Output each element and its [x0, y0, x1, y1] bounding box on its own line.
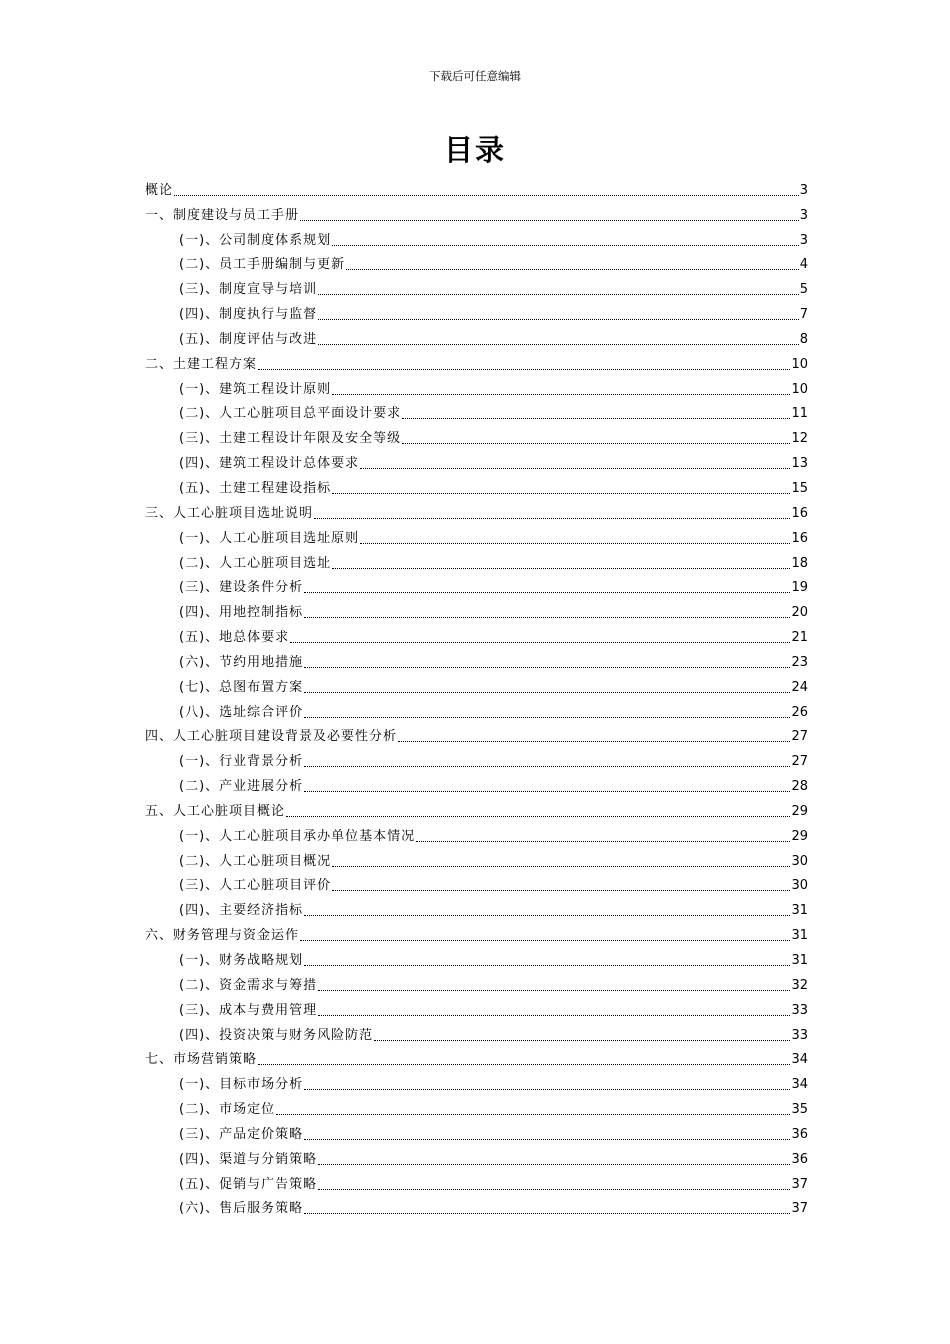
toc-entry-label: (四)、主要经济指标: [179, 903, 304, 919]
toc-dot-leader: [304, 766, 790, 767]
toc-dot-leader: [332, 394, 790, 395]
toc-dot-leader: [258, 1064, 790, 1065]
toc-entry[interactable]: [145, 845, 808, 870]
toc-entry-page-number: 34: [791, 1052, 808, 1068]
toc-dot-leader: [304, 717, 790, 718]
toc-dot-leader: [304, 915, 790, 916]
toc-dot-leader: [314, 518, 790, 519]
toc-entry-page-number: 7: [799, 307, 808, 323]
toc-entry-label: (二)、资金需求与筹措: [179, 977, 318, 993]
toc-entry[interactable]: [145, 1019, 808, 1044]
toc-entry[interactable]: [145, 770, 808, 795]
toc-dot-leader: [398, 741, 790, 742]
toc-entry-label: (四)、渠道与分销策略: [179, 1151, 318, 1167]
toc-entry[interactable]: [145, 174, 808, 199]
toc-entry-label: (六)、售后服务策略: [179, 1201, 304, 1217]
toc-entry-label: (三)、成本与费用管理: [179, 1002, 318, 1018]
toc-entry-label: (二)、产业进展分析: [179, 779, 304, 795]
toc-entry[interactable]: [145, 373, 808, 398]
toc-entry[interactable]: [145, 1068, 808, 1093]
toc-entry[interactable]: [145, 348, 808, 373]
toc-entry[interactable]: [145, 273, 808, 298]
toc-entry-page-number: 32: [791, 977, 808, 993]
toc-dot-leader: [318, 990, 790, 991]
toc-entry-label: (三)、产品定价策略: [179, 1126, 304, 1142]
toc-entry[interactable]: [145, 224, 808, 249]
toc-entry-page-number: 10: [791, 356, 808, 372]
toc-entry-label: (四)、用地控制指标: [179, 605, 304, 621]
toc-dot-leader: [332, 866, 790, 867]
toc-entry-label: (三)、制度宣导与培训: [179, 282, 318, 298]
toc-dot-leader: [346, 269, 799, 270]
toc-entry-label: 六、财务管理与资金运作: [145, 928, 300, 944]
toc-entry-label: 三、人工心脏项目选址说明: [145, 505, 314, 521]
toc-entry-page-number: 5: [799, 282, 808, 298]
toc-entry-page-number: 33: [791, 1002, 808, 1018]
toc-entry-label: (八)、选址综合评价: [179, 704, 304, 720]
toc-entry[interactable]: [145, 1193, 808, 1218]
toc-entry-page-number: 29: [791, 803, 808, 819]
toc-entry-page-number: 3: [799, 207, 808, 223]
toc-entry-label: (五)、地总体要求: [179, 630, 290, 646]
toc-dot-leader: [332, 245, 799, 246]
toc-entry[interactable]: [145, 1168, 808, 1193]
toc-dot-leader: [318, 1015, 790, 1016]
toc-entry-label: 五、人工心脏项目概论: [145, 803, 286, 819]
toc-dot-leader: [318, 294, 799, 295]
toc-entry-label: (一)、公司制度体系规划: [179, 232, 332, 248]
toc-entry[interactable]: [145, 1044, 808, 1069]
toc-dot-leader: [304, 965, 790, 966]
toc-entry-page-number: 10: [791, 381, 808, 397]
toc-dot-leader: [276, 1114, 790, 1115]
toc-entry[interactable]: [145, 870, 808, 895]
toc-entry-page-number: 29: [791, 828, 808, 844]
toc-entry[interactable]: [145, 398, 808, 423]
table-of-contents: [145, 174, 808, 1217]
toc-dot-leader: [304, 1089, 790, 1090]
toc-entry-label: (二)、人工心脏项目选址: [179, 555, 332, 571]
toc-dot-leader: [360, 468, 790, 469]
toc-entry[interactable]: [145, 472, 808, 497]
toc-dot-leader: [318, 319, 799, 320]
toc-entry[interactable]: [145, 1143, 808, 1168]
toc-entry-page-number: 34: [791, 1077, 808, 1093]
toc-entry-page-number: 27: [791, 729, 808, 745]
toc-entry[interactable]: [145, 671, 808, 696]
toc-entry[interactable]: [145, 249, 808, 274]
toc-dot-leader: [318, 1189, 790, 1190]
toc-entry-label: (三)、土建工程设计年限及安全等级: [179, 431, 402, 447]
toc-entry-page-number: 28: [791, 779, 808, 795]
toc-entry-label: (二)、市场定位: [179, 1102, 276, 1118]
toc-entry-page-number: 31: [791, 903, 808, 919]
toc-dot-leader: [304, 592, 790, 593]
toc-entry-label: 四、人工心脏项目建设背景及必要性分析: [145, 729, 398, 745]
toc-entry[interactable]: [145, 820, 808, 845]
toc-entry-label: (二)、人工心脏项目概况: [179, 853, 332, 869]
toc-dot-leader: [304, 667, 790, 668]
toc-dot-leader: [286, 816, 790, 817]
toc-entry-label: 一、制度建设与员工手册: [145, 207, 300, 223]
toc-dot-leader: [290, 642, 790, 643]
toc-entry[interactable]: [145, 497, 808, 522]
toc-entry[interactable]: [145, 646, 808, 671]
toc-entry-label: (三)、建设条件分析: [179, 580, 304, 596]
toc-entry-label: (一)、人工心脏项目承办单位基本情况: [179, 828, 416, 844]
toc-dot-leader: [304, 791, 790, 792]
toc-entry-page-number: 24: [791, 679, 808, 695]
toc-entry-page-number: 23: [791, 654, 808, 670]
toc-dot-leader: [300, 220, 799, 221]
toc-entry[interactable]: [145, 596, 808, 621]
toc-dot-leader: [304, 692, 790, 693]
toc-entry[interactable]: [145, 522, 808, 547]
toc-entry-page-number: 12: [791, 431, 808, 447]
toc-dot-leader: [402, 443, 790, 444]
toc-entry-label: (五)、制度评估与改进: [179, 331, 318, 347]
toc-entry-label: (二)、人工心脏项目总平面设计要求: [179, 406, 402, 422]
toc-dot-leader: [304, 617, 790, 618]
toc-entry-label: (一)、行业背景分析: [179, 754, 304, 770]
toc-dot-leader: [304, 1139, 790, 1140]
toc-entry-page-number: 26: [791, 704, 808, 720]
toc-entry[interactable]: [145, 1118, 808, 1143]
toc-entry[interactable]: [145, 422, 808, 447]
toc-entry-label: 二、土建工程方案: [145, 356, 258, 372]
toc-entry[interactable]: [145, 572, 808, 597]
toc-entry[interactable]: [145, 894, 808, 919]
toc-entry-page-number: 19: [791, 580, 808, 596]
toc-entry-label: 七、市场营销策略: [145, 1052, 258, 1068]
toc-dot-leader: [318, 1164, 790, 1165]
toc-entry-label: (一)、人工心脏项目选址原则: [179, 530, 360, 546]
toc-entry-page-number: 31: [791, 928, 808, 944]
toc-dot-leader: [304, 1213, 790, 1214]
toc-entry[interactable]: [145, 323, 808, 348]
toc-entry-page-number: 16: [791, 530, 808, 546]
toc-entry-page-number: 36: [791, 1151, 808, 1167]
toc-entry-page-number: 3: [799, 232, 808, 248]
toc-dot-leader: [174, 195, 799, 196]
toc-entry-label: (三)、人工心脏项目评价: [179, 878, 332, 894]
toc-title: 目录: [443, 133, 506, 167]
toc-entry[interactable]: [145, 919, 808, 944]
toc-entry-page-number: 11: [791, 406, 808, 422]
toc-entry[interactable]: [145, 795, 808, 820]
toc-dot-leader: [332, 568, 790, 569]
toc-entry-label: (五)、促销与广告策略: [179, 1176, 318, 1192]
toc-entry-page-number: 30: [791, 853, 808, 869]
toc-entry-page-number: 37: [791, 1176, 808, 1192]
toc-dot-leader: [360, 543, 790, 544]
toc-entry[interactable]: [145, 447, 808, 472]
toc-entry-page-number: 16: [791, 505, 808, 521]
toc-entry-label: (四)、制度执行与监督: [179, 307, 318, 323]
toc-entry-page-number: 15: [791, 480, 808, 496]
toc-entry-label: (五)、土建工程建设指标: [179, 480, 332, 496]
toc-entry-label: (四)、建筑工程设计总体要求: [179, 456, 360, 472]
toc-entry[interactable]: [145, 994, 808, 1019]
toc-dot-leader: [258, 369, 790, 370]
toc-entry-page-number: 21: [791, 630, 808, 646]
toc-dot-leader: [402, 418, 790, 419]
toc-dot-leader: [374, 1040, 790, 1041]
toc-entry-page-number: 27: [791, 754, 808, 770]
toc-entry-label: (七)、总图布置方案: [179, 679, 304, 695]
toc-entry-label: (一)、财务战略规划: [179, 953, 304, 968]
toc-entry-page-number: 8: [799, 331, 808, 347]
toc-entry-label: (一)、建筑工程设计原则: [179, 381, 332, 397]
toc-entry-page-number: 31: [791, 953, 808, 968]
toc-dot-leader: [332, 890, 790, 891]
toc-entry-page-number: 33: [791, 1027, 808, 1043]
toc-entry[interactable]: [145, 745, 808, 770]
toc-dot-leader: [416, 841, 790, 842]
toc-entry-label: 概论: [145, 182, 174, 198]
toc-entry-label: (二)、员工手册编制与更新: [179, 257, 346, 273]
toc-entry[interactable]: [145, 969, 808, 994]
toc-entry-label: (四)、投资决策与财务风险防范: [179, 1027, 374, 1043]
toc-entry-page-number: 18: [791, 555, 808, 571]
toc-entry[interactable]: [145, 199, 808, 224]
toc-entry-page-number: 20: [791, 605, 808, 621]
toc-entry[interactable]: [145, 298, 808, 323]
toc-entry[interactable]: [145, 696, 808, 721]
toc-entry-page-number: 13: [791, 456, 808, 472]
toc-entry-page-number: 37: [791, 1201, 808, 1217]
toc-entry-label: (六)、节约用地措施: [179, 654, 304, 670]
toc-entry[interactable]: [145, 547, 808, 572]
toc-entry[interactable]: [145, 944, 808, 969]
toc-entry-page-number: 4: [799, 257, 808, 273]
toc-entry-page-number: 36: [791, 1126, 808, 1142]
toc-entry-page-number: 35: [791, 1102, 808, 1118]
toc-entry[interactable]: [145, 721, 808, 746]
toc-entry-label: (一)、目标市场分析: [179, 1077, 304, 1093]
toc-entry[interactable]: [145, 1093, 808, 1118]
toc-dot-leader: [318, 344, 799, 345]
toc-dot-leader: [332, 493, 790, 494]
toc-dot-leader: [300, 940, 790, 941]
toc-entry-page-number: 3: [799, 182, 808, 198]
toc-entry-page-number: 30: [791, 878, 808, 894]
header-note: 下载后可任意编辑: [429, 69, 521, 83]
toc-entry[interactable]: [145, 621, 808, 646]
